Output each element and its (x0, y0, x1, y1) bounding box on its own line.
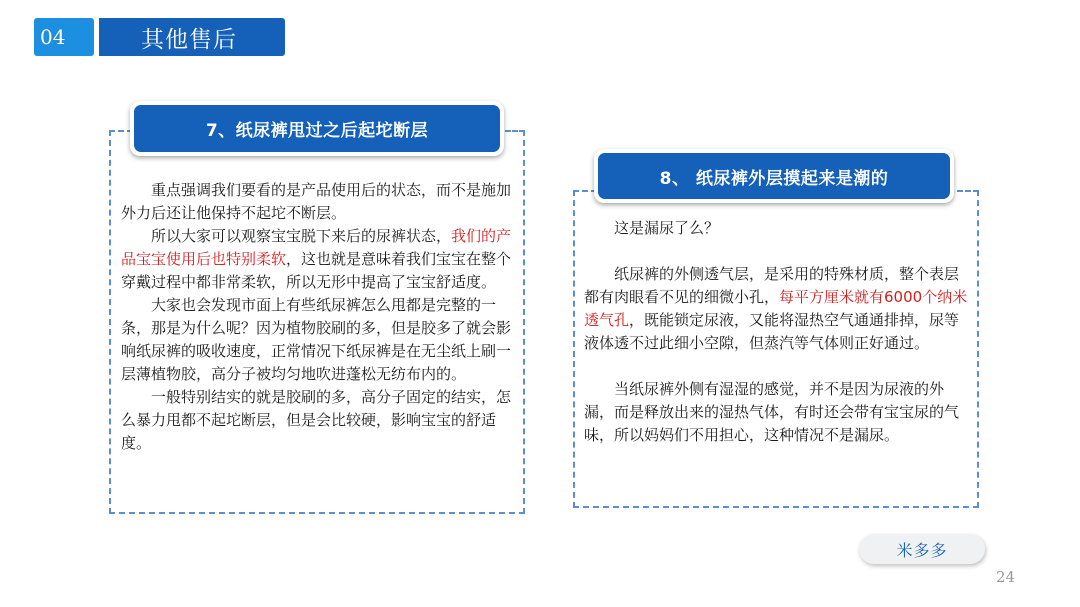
right-para-1-highlight: 每平方厘米就有6000个纳米透气孔 (584, 288, 968, 329)
brand-badge: 米多多 (859, 534, 985, 564)
left-para-2-rest: ，这也就是意味着我们宝宝在整个穿戴过程中都非常柔软，所以无形中提高了宝宝舒适度。 (121, 250, 512, 291)
left-para-4: 一般特别结实的就是胶刷的多，高分子固定的结实，怎么暴力甩都不起坨断层，但是会比较硬，影响宝宝的舒适度。 (121, 388, 512, 452)
right-card-body (584, 217, 968, 447)
left-para-3: 大家也会发现市面上有些纸尿裤怎么甩都是完整的一条，那是为什么呢？因为植物胶刷的多，但是胶多了就会影响纸尿裤的吸收速度，正常情况下纸尿裤是在无尘纸上刷一层薄植物胶，高分子被均匀地吹进蓬松无纺布内的。 (121, 296, 512, 383)
right-card-tab (594, 149, 954, 203)
right-card-title: 8、 纸尿裤外层摸起来是潮的 (598, 153, 950, 199)
left-card-body (121, 179, 513, 455)
section-number: 04 (34, 18, 94, 56)
left-para-1: 重点强调我们要看的是产品使用后的状态，而不是施加外力后还让他保持不起坨不断层。 (121, 181, 512, 222)
page-number: 24 (996, 568, 1016, 586)
left-para-2-text: 所以大家可以观察宝宝脱下来后的尿裤状态， (151, 227, 452, 245)
right-para-1-rest: ，既能锁定尿液，又能将湿热空气通通排掉，尿等液体透不过此细小空隙，但蒸汽等气体则正好通过。 (584, 311, 960, 352)
left-card-title: 7、纸尿裤甩过之后起坨断层 (134, 105, 500, 152)
left-card-tab (130, 101, 504, 156)
right-question: 这是漏尿了么？ (614, 219, 720, 237)
left-para-2 (121, 225, 513, 294)
section-title: 其他售后 (99, 18, 285, 56)
right-para-1-text: 纸尿裤的外侧透气层，是采用的特殊材质，整个表层都有肉眼看不见的细微小孔， (584, 265, 960, 306)
right-para-1 (584, 263, 968, 355)
left-para-2-highlight: 我们的产品宝宝使用后也特别柔软 (121, 227, 512, 268)
right-para-2: 当纸尿裤外侧有湿湿的感觉，并不是因为尿液的外漏，而是释放出来的湿热气体，有时还会带有宝宝尿的气味，所以妈妈们不用担心，这种情况不是漏尿。 (584, 380, 960, 444)
